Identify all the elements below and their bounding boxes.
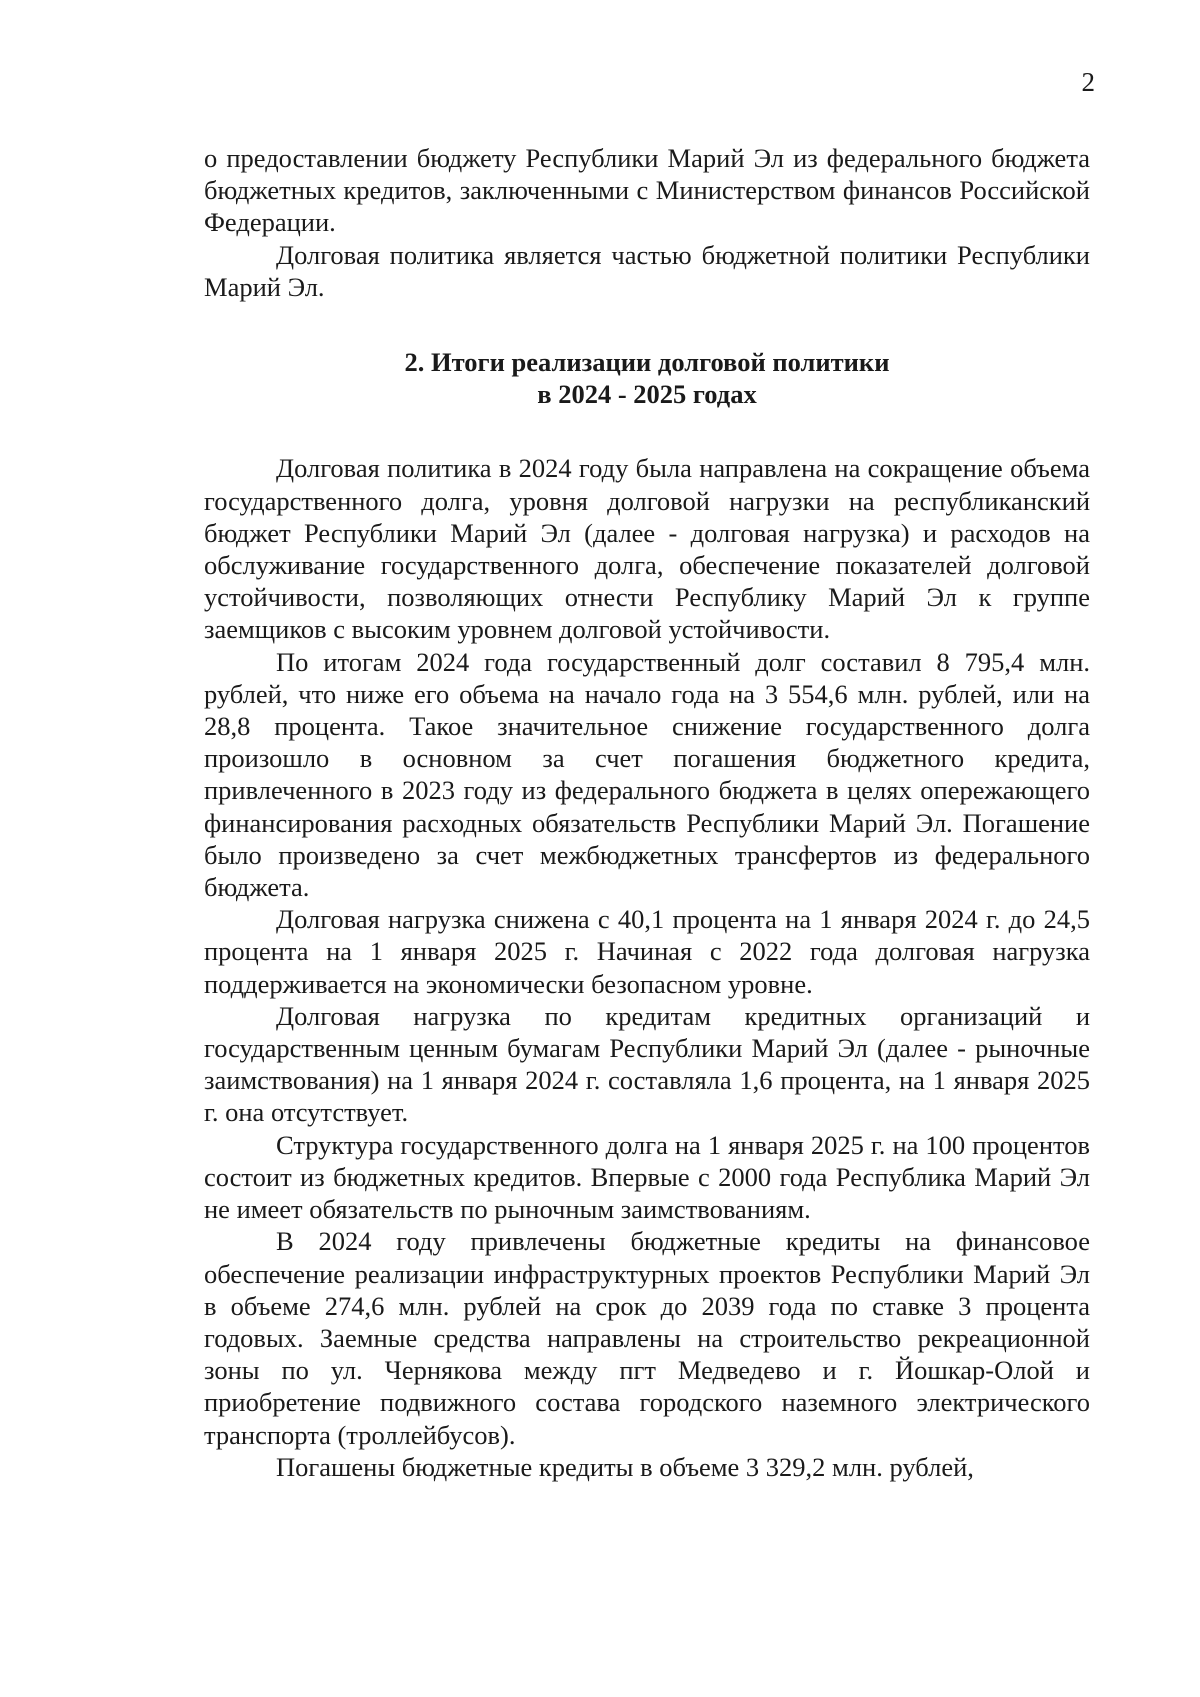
section-heading xyxy=(204,346,1090,410)
section-heading-line-2: в 2024 - 2025 годах xyxy=(537,379,757,410)
paragraph-debt-policy-2024: Долговая политика в 2024 году была направлена на сокращение объема государственного долга, уровня долговой нагрузки на республиканский бюджет Республики Марий Эл (далее - долговая нагрузка) и расходов на обслуживание государственного долга, обеспечение показателей долговой устойчивости, позволяющих отнести Республику Марий Эл к группе заемщиков с высоким уровнем долговой устойчивости. xyxy=(204,453,1090,645)
paragraph-market-borrowings: Долговая нагрузка по кредитам кредитных организаций и государственным ценным бумагам Республики Марий Эл (далее - рыночные заимствования) на 1 января 2024 г. составляла 1,6 процента, на 1 января 2025 г. она отсутствует. xyxy=(204,1000,1090,1128)
paragraph-debt-load: Долговая нагрузка снижена с 40,1 процента на 1 января 2024 г. до 24,5 процента на 1 января 2025 г. Начиная с 2022 года долговая нагрузка поддерживается на экономически безопасном уровне. xyxy=(204,904,1090,999)
paragraph-budget-credits-repaid: Погашены бюджетные кредиты в объеме 3 329,2 млн. рублей, xyxy=(276,1451,974,1482)
paragraph-debt-structure: Структура государственного долга на 1 января 2025 г. на 100 процентов состоит из бюджетных кредитов. Впервые с 2000 года Республика Марий Эл не имеет обязательств по рыночным заимствованиям. xyxy=(204,1129,1090,1225)
page-number: 2 xyxy=(1081,67,1095,97)
paragraph-debt-policy-part: Долговая политика является частью бюджетной политики Республики Марий Эл. xyxy=(204,239,1090,302)
section-heading-line-1: 2. Итоги реализации долговой политики xyxy=(404,347,890,378)
paragraph-budget-credits-attracted: В 2024 году привлечены бюджетные кредиты на финансовое обеспечение реализации инфраструктурных проектов Республики Марий Эл в объеме 274,6 млн. рублей на срок до 2039 года по ставке 3 процента годовых. Заемные средства направлены на строительство рекреационной зоны по ул. Чернякова между пгт Медведево и г. Йошкар-Олой и приобретение подвижного состава городского наземного электрического транспорта (троллейбусов). xyxy=(204,1226,1090,1450)
paragraph-debt-results: По итогам 2024 года государственный долг составил 8 795,4 млн. рублей, что ниже его объема на начало года на 3 554,6 млн. рублей, или на 28,8 процента. Такое значительное снижение государственного долга произошло в основном за счет погашения бюджетного кредита, привлеченного в 2023 году из федерального бюджета в целях опережающего финансирования расходных обязательств Республики Марий Эл. Погашение было произведено за счет межбюджетных трансфертов из федерального бюджета. xyxy=(204,646,1090,903)
paragraph-continuation: о предоставлении бюджету Республики Марий Эл из федерального бюджета бюджетных кредитов, заключенными с Министерством финансов Российской Федерации. xyxy=(204,143,1090,238)
document-body xyxy=(204,142,1090,1483)
